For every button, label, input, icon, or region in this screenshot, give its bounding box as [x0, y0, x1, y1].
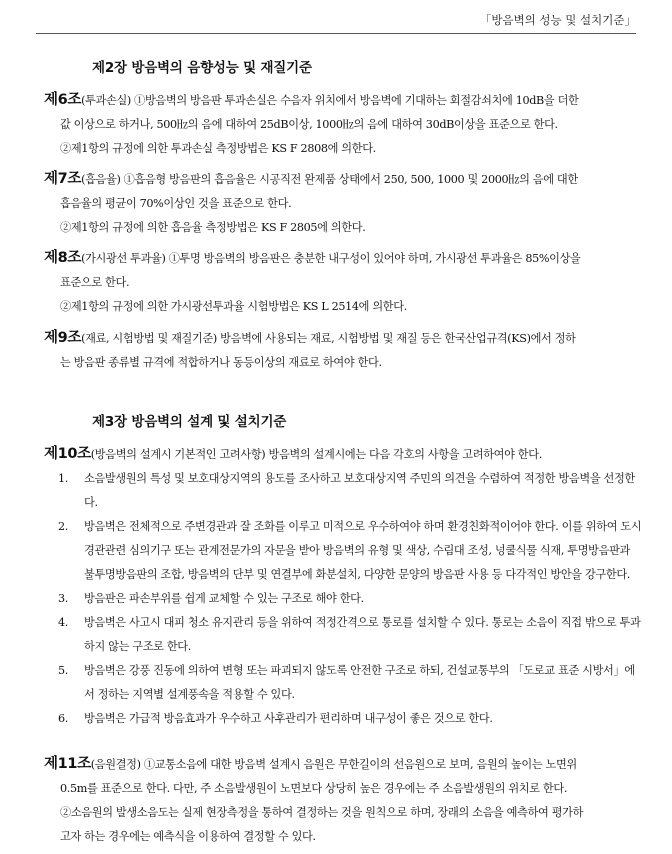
article-7-heading: (흡음율) ①흡음형 방음판의 흡음율은 시공직전 완제품 상태에서 250, 500, 1000 및 2000㎐의 음에 대한 — [81, 173, 578, 186]
list-item — [58, 515, 642, 587]
article-6-continuation: 값 이상으로 하거나, 500㎐의 음에 대하여 25dB이상, 1000㎐의 음에 대하여 30dB이상을 표준으로 한다. — [60, 118, 558, 131]
article-10 — [44, 442, 642, 731]
item-marker: 6. — [58, 712, 68, 725]
item-text: 방음벽은 강풍 진동에 의하여 변형 또는 파괴되지 않도록 안전한 구조로 하되, 건설교통부의 「도로교 표준 시방서」에서 정하는 지역별 설계풍속을 적용할 수 있다. — [84, 664, 635, 701]
item-text: 방음벽은 가급적 방음효과가 우수하고 사후관리가 편리하며 내구성이 좋은 것으로 한다. — [84, 712, 493, 725]
article-7-number: 제7조 — [44, 171, 82, 187]
article-8-number: 제8조 — [44, 250, 82, 266]
article-6-paragraph-2: ②제1항의 규정에 의한 투과손실 측정방법은 KS F 2808에 의한다. — [60, 142, 376, 155]
article-7 — [44, 167, 642, 240]
item-marker: 3. — [58, 592, 68, 605]
article-9-number: 제9조 — [44, 330, 82, 346]
item-marker: 1. — [58, 472, 68, 485]
article-10-item-list — [44, 467, 642, 731]
article-8-heading: (가시광선 투과율) ①투명 방음벽의 방음판은 충분한 내구성이 있어야 하며, 가시광선 투과율은 85%이상을 — [81, 252, 581, 265]
article-7-paragraph-2: ②제1항의 규정에 의한 흡음율 측정방법은 KS F 2805에 의한다. — [60, 221, 366, 234]
item-marker: 5. — [58, 664, 68, 677]
chapter-2-title: 제2장 방음벽의 음향성능 및 재질기준 — [92, 60, 312, 76]
article-11 — [44, 752, 642, 849]
article-6-number: 제6조 — [44, 92, 82, 108]
header-divider — [36, 33, 636, 34]
list-item — [58, 659, 642, 707]
article-11-paragraph-2-continuation: 고자 하는 경우에는 예측식을 이용하여 결정할 수 있다. — [60, 830, 316, 843]
chapter-3-title: 제3장 방음벽의 설계 및 설치기준 — [92, 414, 287, 430]
article-8-continuation: 표준으로 한다. — [60, 276, 130, 289]
item-text: 방음벽은 사고시 대피 청소 유지관리 등을 위하여 적정간격으로 통로를 설치할 수 있다. 통로는 소음이 직접 밖으로 투과하지 않는 구조로 한다. — [84, 616, 641, 653]
article-11-paragraph-2: ②소음원의 발생소음도는 실제 현장측정을 통하여 결정하는 것을 원칙으로 하며, 장래의 소음을 예측하여 평가하 — [60, 806, 584, 819]
article-8-paragraph-2: ②제1항의 규정에 의한 가시광선투과율 시험방법은 KS L 2514에 의한다. — [60, 300, 407, 313]
article-11-continuation: 0.5m를 표준으로 한다. 다만, 주 소음발생원이 노면보다 상당히 높은 경우에는 주 소음발생원의 위치로 한다. — [60, 782, 568, 795]
item-text: 방음벽은 전체적으로 주변경관과 잘 조화를 이루고 미적으로 우수하여야 하며 환경친화적이어야 한다. 이를 위하여 도시경관관련 심의기구 또는 관계전문가의 자문을 받아 방음벽의 유형 및 색상, 수림대 조성, 넝쿨식물 식재, 투명방음판과 불투명방음판의 조합, 방음벽의 단부 및 연결부에 화분설치, 다양한 문양의 방음판 사용 등 다각적인 방안을 강구한다. — [84, 520, 642, 581]
article-8 — [44, 246, 642, 319]
document-header: 「방음벽의 성능 및 설치기준」 — [479, 13, 636, 27]
article-10-number: 제10조 — [44, 446, 91, 462]
article-9 — [44, 326, 642, 375]
article-9-continuation: 는 방음판 종류별 규격에 적합하거나 동등이상의 재료로 하여야 한다. — [60, 356, 382, 369]
list-item — [58, 707, 642, 731]
list-item — [58, 587, 642, 611]
article-10-heading: (방음벽의 설계시 기본적인 고려사항) 방음벽의 설계시에는 다음 각호의 사항을 고려하여야 한다. — [90, 448, 542, 461]
item-marker: 2. — [58, 520, 68, 533]
item-marker: 4. — [58, 616, 68, 629]
article-11-heading: (음원결정) ①교통소음에 대한 방음벽 설계시 음원은 무한길이의 선음원으로 보며, 음원의 높이는 노면위 — [90, 758, 577, 771]
article-9-heading: (재료, 시험방법 및 재질기준) 방음벽에 사용되는 재료, 시험방법 및 재질 등은 한국산업규격(KS)에서 정하 — [81, 332, 576, 345]
item-text: 소음발생원의 특성 및 보호대상지역의 용도를 조사하고 보호대상지역 주민의 의견을 수렴하여 적정한 방음벽을 선정한다. — [84, 472, 635, 509]
article-11-number: 제11조 — [44, 756, 91, 772]
item-text: 방음판은 파손부위를 쉽게 교체할 수 있는 구조로 해야 한다. — [84, 592, 364, 605]
article-7-continuation: 흡음율의 평균이 70%이상인 것을 표준으로 한다. — [60, 197, 292, 210]
article-6 — [44, 88, 642, 161]
article-6-heading: (투과손실) ①방음벽의 방음판 투과손실은 수음자 위치에서 방음벽에 기대하는 회절감쇠치에 10dB을 더한 — [81, 94, 579, 107]
list-item — [58, 611, 642, 659]
list-item — [58, 467, 642, 515]
